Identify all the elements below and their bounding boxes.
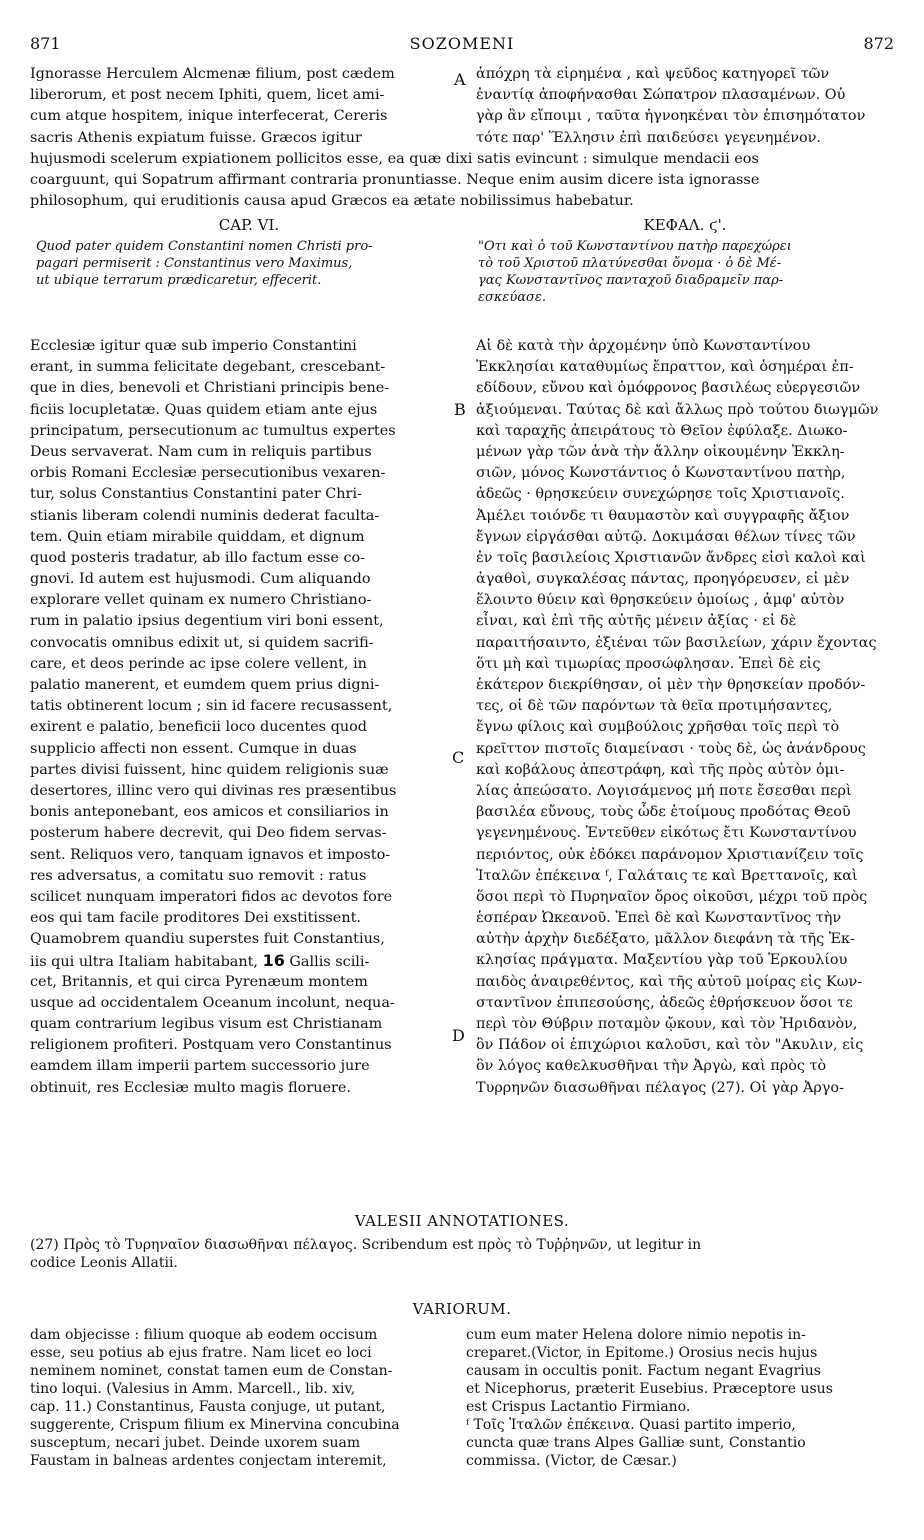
text-line: βασιλέα εὔνους, τοὺς ὧδε ἑτοίμους προδότας Θεοῦ [476, 804, 851, 821]
text-line: γεγενημένους. Ἐντεῦθεν εἰκότως ἔτι Κωνσταντίνου [476, 825, 857, 842]
note-line: neminem nominet, constat tamen eum de Constan- [30, 1363, 393, 1379]
text-line: ἔγνω φίλοις καὶ συμβούλοις χρῆσθαι τοῖς περὶ τὸ [476, 719, 840, 736]
summary-line: τὸ τοῦ Χριστοῦ πλατύνεσθαι ὄνομα · ὁ δὲ Μέ- [478, 256, 782, 271]
text-line: eamdem illam imperii partem successorio jure [30, 1058, 370, 1075]
text-line: philosophum, qui eruditionis causa apud Græcos ea ætate nobilissimus habebatur. [30, 193, 634, 210]
greek-body-column [476, 336, 894, 1099]
text-line: gnovi. Id autem est hujusmodi. Cum aliquando [30, 571, 371, 588]
text-line: τότε παρ' Ἕλλησιν ἐπὶ παιδεύσει γεγενημένον. [476, 129, 821, 146]
intro-greek-column [476, 64, 894, 149]
text-line: ἀδεῶς · θρησκεύειν συνεχώρησε τοῖς Χριστιανοῖς. [476, 486, 845, 503]
text-line: Ἐκκλησίαι καταθυμίως ἔπραττον, καὶ ὁσημέραι ἐπ- [476, 359, 854, 376]
text-line: quam contrarium legibus visum est Christianam [30, 1016, 383, 1032]
text-line: tatis obtinerent locum ; sin id facere recusassent, [30, 698, 393, 715]
chapter-title-greek: ΚΕΦΑΛ. ϛ'. [643, 216, 727, 234]
text-line: palatio manerent, et eumdem quem prius digni- [30, 677, 380, 693]
text-line: rum in palatio ipsius degentium viri boni essent, [30, 613, 384, 630]
intro-full-width [30, 149, 894, 213]
text-line: ἑσπέραν Ὠκεανοῦ. Ἐπεὶ δὲ καὶ Κωνσταντῖνος τὴν [476, 910, 842, 927]
text-line: ἕλοιντο θύειν καὶ θρησκεύειν ὁμοίως , ἀμφ' αὐτὸν [476, 592, 845, 609]
text-line: posterum habere decrevit, qui Deo fidem servas- [30, 825, 387, 842]
text-line: Ἰταλῶν ἐπέκεινα ᶠ, Γαλάταις τε καὶ Βρεττανοῖς, καὶ [476, 867, 858, 884]
text-line: ὅσοι περὶ τὸ Πυρηναῖον ὄρος οἰκοῦσι, μέχρι τοῦ πρὸς [476, 888, 868, 905]
text-line: religionem profiteri. Postquam vero Constantinus [30, 1037, 392, 1054]
text-line: ἔγνων εἰργάσθαι αὐτῷ. Δοκιμάσαι θέλων τίνες τῶν [476, 528, 856, 545]
intro-latin-column [30, 64, 468, 149]
valesii-title: VALESII ANNOTATIONES. [354, 1212, 570, 1230]
summary-line: pagari permiserit : Constantinus vero Maximus, [36, 256, 353, 271]
text-line: scilicet nunquam imperatori fidos ac devotos fore [30, 888, 393, 905]
text-line: obtinuit, res Ecclesiæ multo magis floruere. [30, 1079, 351, 1096]
text-line: γὰρ ἂν εἴποιμι , ταῦτα ἠγνοηκέναι τὸν ἐπισημότατον [476, 108, 866, 125]
summary-line: Quod pater quidem Constantini nomen Christi pro- [36, 239, 373, 254]
note-line: commissa. (Victor, de Cæsar.) [466, 1453, 677, 1469]
text-line: καὶ κοβάλους ἀπεστράφη, καὶ τῆς πρὸς αὐτὸν ὁμι- [476, 761, 845, 778]
note-line: est Crispus Lactantio Firmiano. [466, 1399, 691, 1415]
book-page [30, 28, 894, 62]
text-line: explorare vellet quinam ex numero Christiano- [30, 592, 372, 609]
text-line: παιδὸς ἀναιρεθέντος, καὶ τῆς αὐτοῦ μοίρας εἰς Κων- [476, 973, 863, 990]
text-line: tem. Quin etiam mirabile quiddam, et dignum [30, 528, 365, 545]
text-line: Τυρρηνῶν διασωθῆναι πέλαγος (27). Οἱ γὰρ Ἀργο- [476, 1079, 844, 1096]
text-line: περιόντος, οὐκ ἐδόκει παράνομον Χριστιανίζειν τοῖς [476, 846, 864, 863]
note-line: cuncta quæ trans Alpes Galliæ sunt, Constantio [466, 1435, 806, 1451]
text-line: παραιτήσαιντο, ἐξιέναι τῶν βασιλείων, χάριν ἔχοντας [476, 634, 877, 651]
text-line: ἐναντίᾳ ἀποφήνασθαι Σώπατρον πλασαμένων. Οὐ [476, 87, 846, 104]
note-line: susceptum, necari jubet. Deinde uxorem suam [30, 1435, 361, 1451]
note-line: Faustam in balneas ardentes conjectam interemit, [30, 1453, 387, 1469]
text-line: stianis liberam colendi numinis dederat faculta- [30, 507, 380, 524]
text-line: ἀγαθοὶ, συγκαλέσας πάντας, προηγόρευσεν, εἰ μὲν [476, 571, 850, 588]
note-line: cap. 11.) Constantinus, Fausta conjuge, ut putant, [30, 1399, 386, 1415]
text-line: hujusmodi scelerum expiationem pollicitos esse, ea quæ dixi satis evincunt : simulque mendacii eos [30, 151, 759, 167]
text-line: cum atque hospitem, inique interfecerat, Cereris [30, 108, 388, 125]
text-line: coarguunt, qui Sopatrum affirmant contraria pronuntiasse. Neque enim ausim dicere ista ignorasse [30, 172, 760, 189]
text-line: κλησίας πράγματα. Μαξεντίου γὰρ τοῦ Ἑρκουλίου [476, 952, 848, 969]
text-line: λίας ἀπεώσατο. Λογισάμενος μή ποτε ἔσεσθαι περὶ [476, 782, 852, 799]
text-line: εδίδουν, εὔνου καὶ ὁμόφρονος βασιλέως εὐεργεσιῶν [476, 380, 861, 397]
margin-letter-d: D [452, 1026, 465, 1045]
chapter-summary-greek [478, 238, 894, 306]
note-line: tino loqui. (Valesius in Amm. Marcell., lib. xiv, [30, 1381, 356, 1397]
text-line: bonis anteponebant, eos amicos et consiliarios in [30, 804, 389, 821]
text-line: ἀπόχρη τὰ εἰρημένα , καὶ ψεῦδος κατηγορεῖ τῶν [476, 66, 830, 82]
text-line: principatum, persecutionum ac tumultus expertes [30, 422, 396, 439]
text-line: σιῶν, μόνος Κωνστάντιος ὁ Κωνσταντίνου πατὴρ, [476, 465, 846, 482]
text-line: tur, solus Constantius Constantini pater Chri- [30, 486, 362, 503]
text-line: κρεῖττον πιστοῖς διαμείνασι · τοὺς δὲ, ὡς ἀνάνδρους [476, 740, 866, 757]
note-line: suggerente, Crispum filium ex Minervina concubina [30, 1417, 400, 1433]
note-line: codice Leonis Allatii. [30, 1255, 178, 1271]
note-line: (27) Πρὸς τὸ Τυρηναῖον διασωθῆναι πέλαγος. Scribendum est πρὸς τὸ Τυῤῥηνῶν, ut legitur in [30, 1237, 702, 1253]
text-line: liberorum, et post necem Iphiti, quem, licet ami- [30, 87, 385, 104]
text-line: usque ad occidentalem Oceanum incolunt, nequa- [30, 994, 395, 1011]
text-line: Ecclesiæ igitur quæ sub imperio Constantini [30, 338, 357, 354]
text-line: Ignorasse Herculem Alcmenæ filium, post cædem [30, 66, 395, 82]
note-line: esse, seu potius ab ejus fratre. Nam licet eo loci [30, 1345, 372, 1361]
note-line: creparet.(Victor, in Epitome.) Orosius necis hujus [466, 1345, 818, 1361]
valesii-notes [30, 1236, 894, 1272]
text-line: Ἀμέλει τοιόνδε τι θαυμαστὸν καὶ συγγραφῆς ἄξιον [476, 507, 850, 524]
text-line: ἀξιούμεναι. Ταύτας δὲ καὶ ἄλλως πρὸ τούτου διωγμῶν [476, 401, 879, 418]
chapter-summary-latin [36, 238, 464, 289]
text-line: ὅτι μὴ καὶ τιμωρίας προσώφλησαν. Ἐπεὶ δὲ εἰς [476, 655, 821, 672]
summary-line: εσκεύασε. [478, 290, 547, 305]
text-line: exirent e palatio, beneficii loco ducentes quod [30, 719, 367, 736]
note-line: dam objecisse : filium quoque ab eodem occisum [30, 1327, 378, 1343]
section-marker: 16 [262, 951, 285, 971]
text-line: convocatis omnibus edixit ut, si quidem sacrifi- [30, 634, 374, 651]
text-line: αὐτὴν ἀρχὴν διεδέξατο, μᾶλλον διεφάνη τὰ τῆς Ἐκ- [476, 931, 855, 948]
text-line: ficiis locupletatæ. Quas quidem etiam ante ejus [30, 401, 378, 418]
summary-line: ut ubique terrarum prædicaretur, effecerit. [36, 273, 322, 288]
text-line: τες, οἱ δὲ τῶν παρόντων τὰ θεῖα προτιμήσαντες, [476, 698, 833, 715]
latin-body-column [30, 336, 470, 1099]
text-line: ἐν τοῖς βασιλείοις Χριστιανῶν ἄνδρες εἰσὶ καλοὶ καὶ [476, 549, 866, 566]
chapter-title-latin: CAP. VI. [218, 216, 280, 234]
running-header [30, 28, 894, 62]
text-line: Αἱ δὲ κατὰ τὴν ἀρχομένην ὑπὸ Κωνσταντίνου [476, 338, 811, 354]
note-line: causam in occultis ponit. Factum negant Evagrius [466, 1363, 821, 1379]
margin-letter-b: B [454, 400, 466, 419]
margin-letter-a: A [454, 70, 466, 89]
text-line: care, et deos perinde ac ipse colere vellent, in [30, 655, 367, 672]
note-line: cum eum mater Helena dolore nimio nepotis in- [466, 1327, 806, 1343]
text-line: orbis Romani Ecclesiæ persecutionibus vexaren- [30, 465, 386, 482]
text-line: supplicio affecti non essent. Cumque in duas [30, 740, 357, 757]
text-line: Quamobrem quandiu superstes fuit Constantius, [30, 931, 385, 948]
note-line: ᶠ Τοῖς Ἰταλῶν ἐπέκεινα. Quasi partito imperio, [466, 1417, 796, 1433]
text-line: μένων γὰρ τῶν ἀνὰ τὴν ἄλλην οἰκουμένην Ἐκκλη- [476, 443, 845, 460]
text-line: εἶναι, καὶ ἐπὶ τῆς αὐτῆς μένειν ἀξίας · εἰ δὲ [476, 613, 797, 630]
variorum-title: VARIORUM. [412, 1300, 512, 1318]
running-title: SOZOMENI [409, 34, 515, 53]
text-line: eos qui tam facile proditores Dei exstitissent. [30, 910, 361, 927]
text-line: sacris Athenis expiatum fuisse. Græcos igitur [30, 129, 362, 146]
text-line: erant, in summa felicitate degebant, crescebant- [30, 359, 386, 376]
text-line: καὶ ταραχῆς ἀπειράτους τὸ Θεῖον ἐφύλαξε. Διωκο- [476, 422, 848, 439]
summary-line: γας Κωνσταντῖνος πανταχοῦ διαδραμεῖν παρ- [478, 273, 784, 288]
text-line: que in dies, benevoli et Christiani principis bene- [30, 380, 390, 397]
text-line: σταντῖνον ἐπιπεσούσης, ἀδεῶς ἐθρήσκευον ὅσοι τε [476, 994, 853, 1011]
text-line: ὃν λόγος καθελκυσθῆναι τὴν Ἀργὼ, καὶ πρὸς τὸ [476, 1058, 827, 1075]
summary-line: "Οτι καὶ ὁ τοῦ Κωνσταντίνου πατὴρ παρεχώρει [478, 239, 792, 254]
margin-letter-c: C [452, 748, 465, 767]
variorum-right-column [466, 1326, 894, 1470]
note-line: et Nicephorus, præterit Eusebius. Præceptore usus [466, 1381, 833, 1397]
text-line: ἑκάτερον διεκρίθησαν, οἱ μὲν τὴν θρησκείαν προδόν- [476, 677, 866, 693]
text-line: sent. Reliquos vero, tanquam ignavos et imposto- [30, 846, 391, 863]
text-line: ὃν Πάδον οἱ ἐπιχώριοι καλοῦσι, καὶ τὸν "Ακυλιν, εἰς [476, 1037, 864, 1054]
text-line: iis qui ultra Italiam habitabant, 16 Gallis scili- [30, 951, 370, 971]
text-line: περὶ τὸν Θύβριν ποταμὸν ᾤκουν, καὶ τὸν Ἠριδανὸν, [476, 1016, 858, 1032]
page-number-right: 872 [863, 34, 894, 53]
text-line: partes divisi fuissent, hinc quidem religionis suæ [30, 761, 389, 778]
text-line: res adversatus, a comitatu suo removit : ratus [30, 867, 367, 884]
variorum-left-column [30, 1326, 460, 1470]
page-number-left: 871 [30, 34, 61, 53]
text-line: desertores, illinc vero qui divinas res præsentibus [30, 782, 397, 799]
text-line: cet, Britannis, et qui circa Pyrenæum montem [30, 973, 368, 990]
text-line: quod posteris tradatur, ab illo factum esse co- [30, 549, 366, 566]
text-line: Deus servaverat. Nam cum in reliquis partibus [30, 443, 372, 460]
